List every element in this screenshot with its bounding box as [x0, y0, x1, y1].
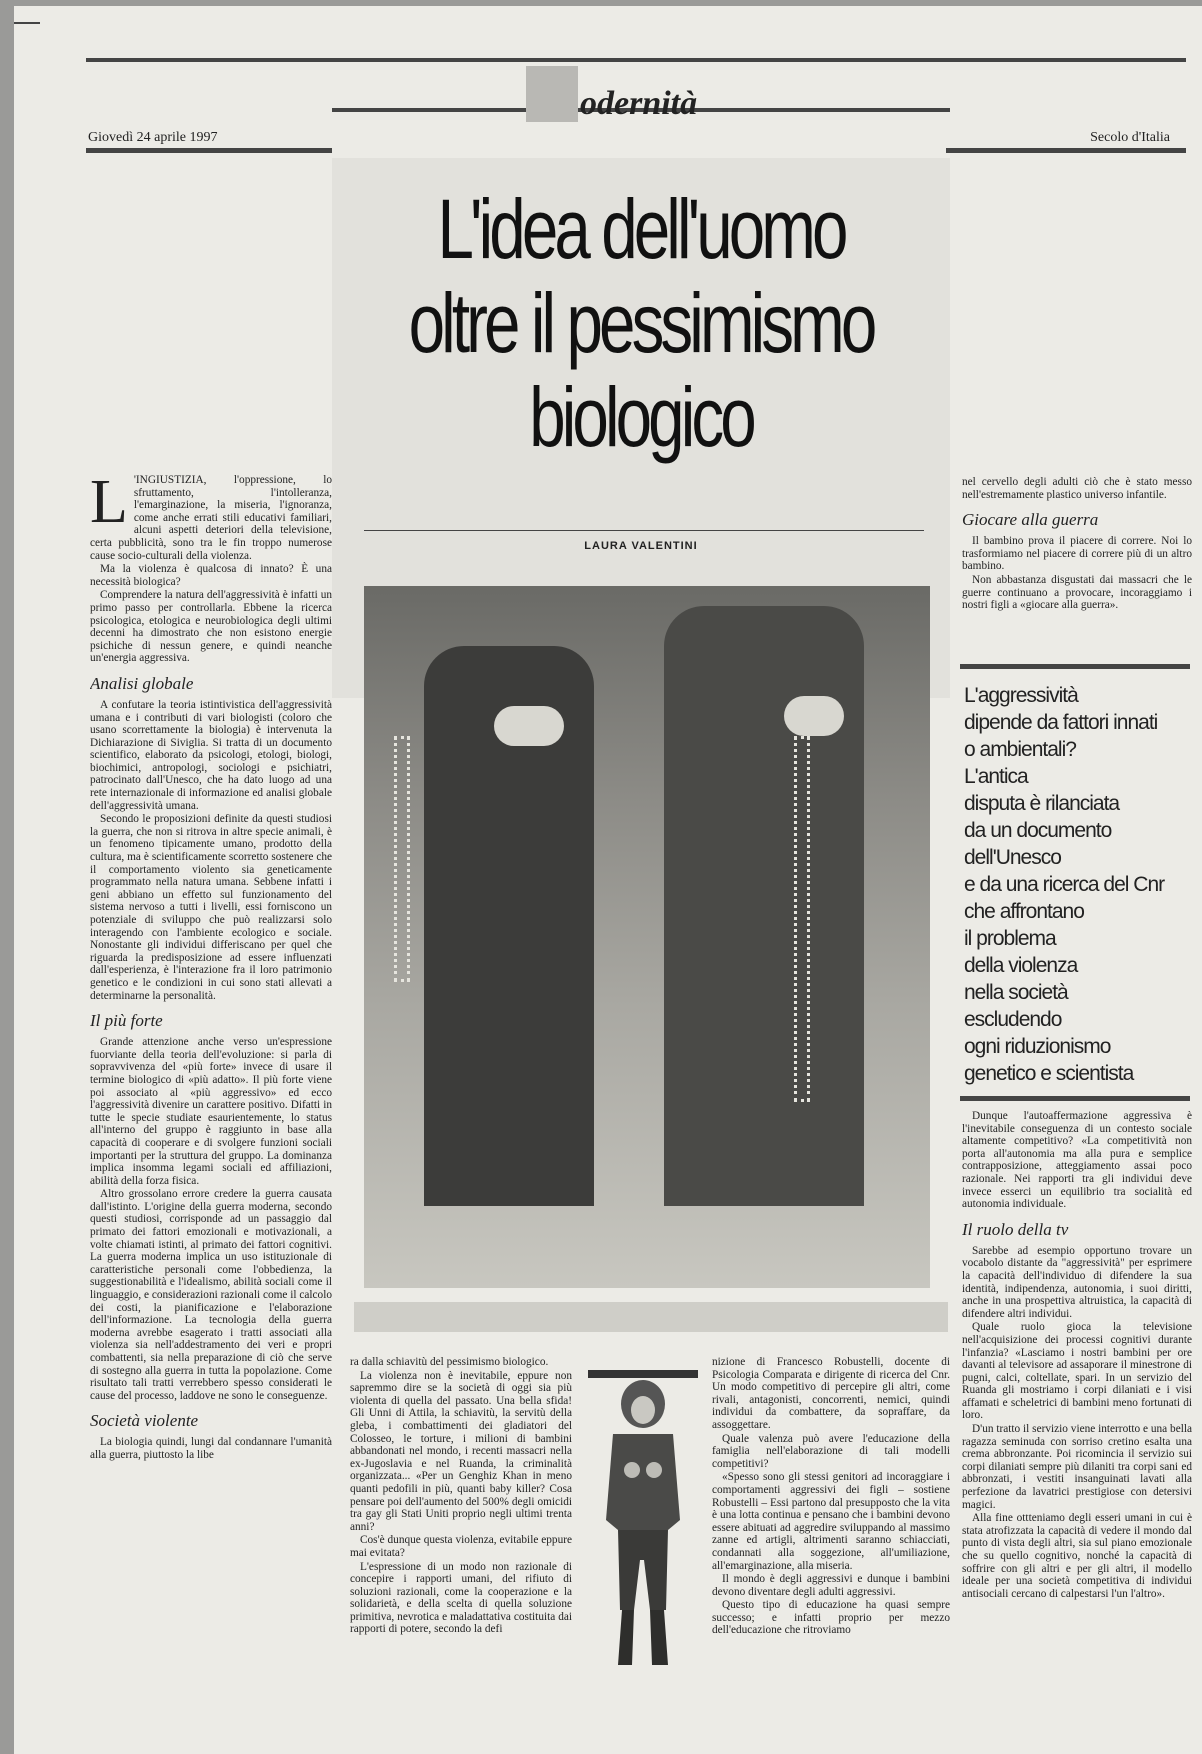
pull-quote-line: ogni riduzionismo [964, 1035, 1111, 1058]
subheading-societa-violente: Società violente [90, 1411, 199, 1431]
pull-quote-line: genetico e scientista [964, 1062, 1134, 1085]
column-4-bottom [962, 1110, 1192, 1706]
robot-chest-left [624, 1462, 640, 1478]
pull-quote-line: L'aggressività [964, 684, 1078, 707]
paragraph: Cos'è dunque questa violenza, evitabile eppure mai evitata? [350, 1534, 572, 1559]
subheading-il-ruolo-della-tv: Il ruolo della tv [962, 1219, 1069, 1239]
photo-hands-left [494, 706, 564, 746]
newspaper-name: Secolo d'Italia [1090, 130, 1170, 145]
robot-face [631, 1396, 655, 1424]
paragraph: Alla fine ottteniamo degli esseri umani in cui è stata atrofizzata la capacità di vedere il mondo dal punto di vista degli altri, sia sul piano emozionale che su quello cognitivo, nonché la capacità di soffrire con gli altri e per gli altri, il modello ideale per una società competitiva di individui antisociali cercano di calpestarsi l'un l'altro». [962, 1512, 1192, 1600]
paragraph: ra dalla schiavitù del pessimismo biologico. [350, 1356, 549, 1368]
pullquote-rule-bottom [960, 1096, 1190, 1101]
paragraph: D'un tratto il servizio viene interrotto e una bella ragazza seminuda con sorriso cretino esalta una crema abbronzante. Poi ricomincia il servizio sui corpi dilaniati sempre più dilaniti tra corpi sani ed abbronzati, i vestiti insanguinati lavati alla perfezione da lavatrici prestigiose con detersivi magici. [962, 1423, 1192, 1511]
headline-line-2: oltre il pessimismo [408, 276, 874, 370]
drop-cap: L [90, 474, 128, 536]
paragraph: Altro grossolano errore credere la guerra causata dall'istinto. L'origine della guerra moderna, secondo questi studiosi, corrisponde ad un passaggio dal primato dei fattori emozionali e motivazionali, a volte chiamati istinti, al primato dei fattori cognitivi. La guerra moderna implica un uso istituzionale di caratteristiche personali come l'obbedienza, la suggestionabilità e l'idealismo, abilità sociali come il linguaggio, e considerazioni razionali come il calcolo dei costi, la pianificazione e l'elaborazione dell'informazione. La tecnologia della guerra moderna avrebbe esagerato i tratti associati alla violenza sia nell'addestramento dei veri e propri combattenti, sia nella preparazione di ciò che serve di sostegno alla guerra in tutta la popolazione. Come risultato tali tratti verrebbero spesso considerati le cause del processo, laddove ne sono le conseguenze. [90, 1188, 332, 1402]
paragraph: Comprendere la natura dell'aggressività è infatti un primo passo per controllarla. Ebbene la ricerca psicologica, etologica e neurobiologica degli ultimi decenni ha dimostrato che non esistono energie psichiche di nessun genere, e quindi neanche un'energia aggressiva. [90, 589, 332, 665]
issue-date: Giovedì 24 aprile 1997 [88, 130, 218, 145]
paragraph: L'espressione di un modo non razionale di concepire i rapporti umani, del rifiuto di soluzioni razionali, come la cooperazione e la solidarietà, e della scelta di quella soluzione primitiva, nevrotica e maladattativa costituita dai rapporti di potere, secondo la defi [350, 1560, 572, 1636]
paragraph: Ma la violenza è qualcosa di innato? È una necessità biologica? [90, 563, 332, 588]
robot-chest-right [646, 1462, 662, 1478]
header-rule-right [946, 148, 1186, 153]
robot-torso [606, 1434, 680, 1530]
robot-legs [618, 1530, 668, 1610]
pull-quote-line: L'antica [964, 765, 1028, 788]
headline-line-1: L'idea dell'uomo [437, 182, 845, 276]
subheading-analisi-globale: Analisi globale [90, 673, 194, 693]
lead-paragraph: 'INGIUSTIZIA, l'oppressione, lo sfruttamento, l'intolleranza, l'emarginazione, la miseria, l'ignoranza, come anche errati stili educativi familiari, alcuni aspetti deteriori della televisione, certa pubblicità, sono tra le fin troppo numerose cause socio-culturali della violenza. [90, 474, 332, 562]
corner-mark [14, 22, 40, 24]
section-title [526, 66, 697, 123]
robot-feet [618, 1610, 668, 1665]
column-4-top [962, 476, 1192, 666]
pull-quote-line: escludendo [964, 1008, 1062, 1031]
column-2 [350, 1356, 572, 1696]
robot-illustration [588, 1370, 698, 1670]
section-initial-block [526, 66, 578, 122]
column-3 [712, 1356, 950, 1696]
newspaper-page [14, 6, 1202, 1754]
paragraph: Il mondo è degli aggressivi e dunque i bambini devono diventare degli adulti aggressivi. [712, 1573, 950, 1598]
paragraph: Quale valenza può avere l'educazione della famiglia nell'elaborazione di tali modelli competitivi? [712, 1432, 950, 1470]
photo-chain-right [794, 736, 810, 1102]
paragraph: «Spesso sono gli stessi genitori ad incoraggiare i comportamenti aggressivi dei figli – sostiene Robustelli – Essi partono dal presupposto che la vita è una lotta continua e pensano che i bambini devono essere abituati ad aggredire sviluppando al massimo zanne ed artigli, altrimenti saranno schiacciati, condannati alla soggezione, all'umiliazione, all'emarginazione, alla miseria. [712, 1471, 950, 1572]
paragraph: Dunque l'autoaffermazione aggressiva è l'inevitabile conseguenza di un contesto sociale altamente competitivo? «La competitività non porta all'autonomia ma alla pura e semplice contrapposizione, atteggiamento assai poco razionale. Nei rapporti tra gli individui deve invece esserci un equilibrio tra socialità ed autonomia individuale. [962, 1110, 1192, 1211]
subheading-giocare-alla-guerra: Giocare alla guerra [962, 510, 1099, 530]
paragraph: Grande attenzione anche verso un'espressione fuorviante della teoria dell'evoluzione: si parla di sopravvivenza del «più forte» invece di usare il termine biologico di «più adatto». Il più forte viene poi associato al «più aggressivo» ed ecco l'aggressività divenire un carattere positivo. Difatti in tutte le specie studiate esaurientemente, lo status all'interno del gruppo è raggiunto in base alla capacità di cooperare e di svolgere funzioni sociali importanti per la struttura del gruppo. La dominanza implica insomma legami sociali ed affiliazioni, abilità della forza fisica. [90, 1036, 332, 1187]
paragraph: Quale ruolo gioca la televisione nell'acquisizione dei processi cognitivi durante l'infanzia? «Lasciamo i nostri bambini per ore davanti al televisore ad assaporare il minestrone di pugni, calci, coltellate, spari. In un servizio del Ruanda gli mostriamo i corpi dilaniati e i visi affamati e scheletrici di bambini meno fortunati di loro. [962, 1321, 1192, 1422]
paragraph: nizione di Francesco Robustelli, docente di Psicologia Comparata e dirigente di ricerca del Cnr. Un modo competitivo di percepire gli altri, come rivali, antagonisti, concorrenti, nemici, quindi individui da combattere, da sopraffare, da assoggettare. [712, 1356, 950, 1431]
headline [400, 182, 882, 464]
byline-rule [364, 530, 924, 531]
paragraph: La biologia quindi, lungi dal condannare l'umanità alla guerra, piuttosto la libe [90, 1436, 332, 1461]
paragraph: nel cervello degli adulti ciò che è stato messo nell'estremamente plastico universo infantile. [962, 476, 1192, 501]
photo-figure-right [664, 606, 864, 1206]
pull-quote-line: della violenza [964, 954, 1078, 977]
illustration-top-bar [588, 1370, 698, 1378]
paragraph: Non abbastanza disgustati dai massacri che le guerre continuano a provocare, incoraggiamo i nostri figli a «giocare alla guerra». [962, 573, 1192, 612]
top-rule [86, 58, 1186, 62]
pull-quote-line: che affrontano [964, 900, 1084, 923]
headline-line-3: biologico [529, 370, 753, 464]
paragraph: Il bambino prova il piacere di correre. Noi lo trasformiamo nel piacere di correre più di un altro bambino. [962, 535, 1192, 573]
paragraph: La violenza non è inevitabile, eppure non sapremmo dire se la società di oggi sia più violenta di quella del passato. Una bella sfida! Gli Unni di Attila, la schiavitù, la servitù della gleba, i combattimenti dei gladiatori del Colosseo, le torture, i milioni di bambini abbandonati nel mondo, i recenti massacri nella ex-Jugoslavia e nel Ruanda, la criminalità organizzata... «Per un Genghiz Khan in meno quanti pedofili in più, quanti baby killer? Cosa pensare poi dell'aumento del 500% degli omicidi tra gay gli Stati Uniti proprio negli ultimi trenta anni? [350, 1369, 572, 1533]
pull-quote-line: dell'Unesco [964, 846, 1061, 869]
pull-quote-line: e da una ricerca del Cnr [964, 873, 1165, 896]
paragraph: Sarebbe ad esempio opportuno trovare un vocabolo distante da "aggressività" per esprimere la capacità dell'individuo di difendere la sua identità, indipendenza, autonomia, i suoi diritti, anche in una prospettiva altruistica, la capacità di difendere altri individui. [962, 1244, 1192, 1320]
photo-chain-left [394, 736, 410, 982]
pull-quote [964, 682, 1200, 1087]
pull-quote-line: nella società [964, 981, 1068, 1004]
paragraph: Questo tipo di educazione ha quasi sempre successo; e infatti proprio per mezzo dell'educazione che ritroviamo [712, 1599, 950, 1637]
pull-quote-line: disputa è rilanciata [964, 792, 1120, 815]
header-rule-left [86, 148, 332, 153]
paragraph: A confutare la teoria istintivistica dell'aggressività umana e i contributi di vari biologisti (coloro che usano scorrettamente la biologia) è intervenuta la Dichiarazione di Siviglia. Si tratta di un documento scientifico, elaborato da psicologi, etologi, biologi, biochimici, antropologi, sociologi e psichiatri, patrocinato dall'Unesco, che ha dato luogo ad una rete internazionale di informazione ed analisi globale dell'aggressività umana. [90, 698, 332, 812]
column-1 [90, 474, 332, 1704]
photo-caption-strip [354, 1302, 948, 1332]
section-title-text: odernità [580, 85, 698, 122]
pull-quote-line: da un documento [964, 819, 1112, 842]
subheading-il-piu-forte: Il più forte [90, 1011, 163, 1031]
pull-quote-line: o ambientali? [964, 738, 1076, 761]
photo-hands-right [784, 696, 844, 736]
handcuffed-men-photo [364, 586, 930, 1288]
paragraph: Secondo le proposizioni definite da questi studiosi la guerra, che non si ritrova in altre specie animali, è un fenomeno tipicamente umano, prodotto della cultura, ma è scientificamente scorretto sostenere che il comportamento violento sia geneticamente programmato nella natura umana. Sebbene infatti i geni abbiano un effetto sul funzionamento del sistema nervoso a tutti i livelli, essi forniscono un potenziale di sviluppo che può realizzarsi solo interagendo con l'ambiente ecologico e sociale. Nonostante gli individui differiscano per quel che riguarda la predisposizione ad essere influenzati dall'esperienza, è l'interazione fra il loro patrimonio genetico e le condizioni in cui sono stati allevati a determinarne la personalità. [90, 813, 332, 1002]
pull-quote-line: il problema [964, 927, 1056, 950]
byline: LAURA VALENTINI [584, 540, 698, 552]
pullquote-rule-top [960, 664, 1190, 669]
pull-quote-line: dipende da fattori innati [964, 711, 1158, 734]
